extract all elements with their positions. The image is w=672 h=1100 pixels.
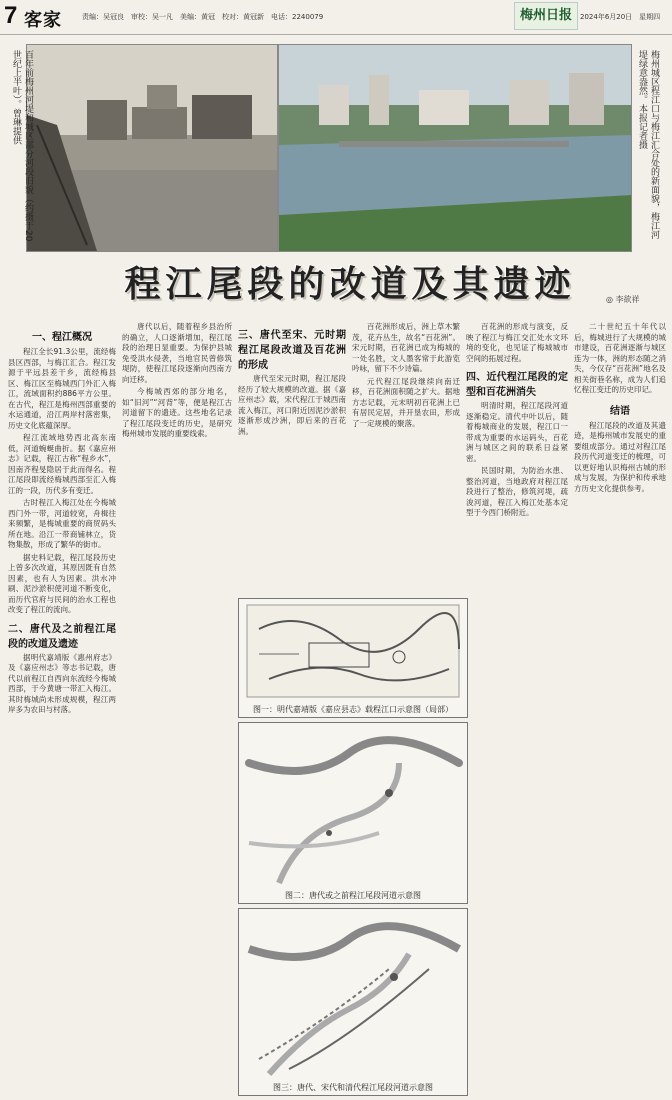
article-column-3 (238, 322, 346, 592)
article-column-6 (574, 322, 666, 1094)
paragraph: 二十世纪五十年代以后，梅城进行了大规模的城市建设，百花洲逐渐与城区连为一体，洲的形态随之消失，今仅存“百花洲”地名及相关街巷名称，成为人们追忆程江变迁的历史印记。 (574, 322, 666, 394)
paragraph: 百花洲形成后，洲上草木繁茂，花卉丛生，故名“百花洲”。宋元时期，百花洲已成为梅城的一处名胜，文人墨客常于此游览吟咏，留下不少诗篇。 (352, 322, 460, 373)
map-1-caption: 图一：明代嘉靖版《嘉应县志》载程江口示意图（局部） (253, 705, 453, 714)
paragraph: 程江全长91.3公里，流经梅县区西部，与梅江汇合。程江发源于平远县差干乡，流经梅县区、梅江区至梅城西门外汇入梅江，流域面积约886平方公里。在古代，程江是梅州西部重要的水运通道，沿江两岸村落密集，历史文化底蕴深厚。 (8, 347, 116, 430)
article-author: ◎ 李欲祥 (606, 295, 640, 304)
paragraph: 程江流域地势西北高东南低，河道蜿蜒曲折。据《嘉应州志》记载，程江古称“程乡水”，因南齐程旻隐居于此而得名。程江尾段即流经梅城西部至汇入梅江的一段，历代多有变迁。 (8, 433, 116, 495)
paragraph: 据史料记载，程江尾段历史上曾多次改道，其原因既有自然因素，也有人为因素。洪水冲刷、泥沙淤积使河道不断变化，而历代官府与民间的治水工程也改变了程江的流向。 (8, 552, 116, 614)
historic-photo (26, 44, 278, 252)
map-2-drawing (239, 723, 467, 889)
map-figure-1 (238, 598, 468, 718)
article-column-4 (352, 322, 460, 592)
subheading-3: 三、唐代至宋、元时期程江尾段改道及百花洲的形成 (238, 330, 346, 371)
staff-credits: 责编：吴冠良 审校：吴一凡 美编：黄冠 校对：黄冠新 电话：2240079 (82, 13, 324, 21)
map-figure-3 (238, 908, 468, 1096)
subheading-2: 二、唐代及之前程江尾段的改道及遗迹 (8, 623, 116, 650)
subheading-5: 结语 (610, 405, 630, 417)
modern-photo-image (279, 45, 631, 251)
article-column-1 (8, 322, 116, 1094)
subheading-4: 四、近代程江尾段的定型和百花洲消失 (466, 372, 568, 398)
paragraph: 唐代至宋元时期，程江尾段经历了较大规模的改道。据《嘉应州志》载，宋代程江于城西南流入梅江，河口附近因泥沙淤积逐渐形成沙洲，即后来的百花洲。 (238, 374, 346, 436)
paragraph: 元代程江尾段继续向南迁移，百花洲面积随之扩大。据地方志记载，元末明初百花洲上已有居民定居，并开垦农田，形成了一定规模的聚落。 (352, 376, 460, 428)
page-number: 7 (4, 2, 18, 29)
paragraph: 民国时期，为防治水患、整治河道，当地政府对程江尾段进行了整治，修筑河堤，疏浚河道，程江入梅江处基本定型于今西门桥附近。 (466, 466, 568, 517)
section-name: 客家 (24, 10, 62, 31)
article-title: 程江尾段的改道及其遗迹 (124, 263, 576, 305)
paragraph: 程江尾段的改道及其遗迹，是梅州城市发展史的重要组成部分。通过对程江尾段历代河道变迁的梳理，可以更好地认识梅州古城的形成与发展，为保护和传承地方历史文化提供参考。 (574, 420, 666, 493)
map-1-drawing (239, 599, 467, 703)
paragraph: 古时程江入梅江处在今梅城西门外一带，河道较宽，舟楫往来频繁，是梅城重要的商贸码头所在地。沿江一带商铺林立，货物集散，形成了繁华的街市。 (8, 498, 116, 549)
masthead-logo: 梅州日报 (514, 2, 578, 30)
paragraph: 百花洲的形成与演变，反映了程江与梅江交汇处水文环境的变化，也见证了梅城城市空间的拓展过程。 (466, 322, 568, 363)
paragraph: 明清时期，程江尾段河道逐渐稳定。清代中叶以后，随着梅城商业的发展，程江口一带成为重要的水运码头，百花洲与城区之间的联系日益紧密。 (466, 401, 568, 463)
map-figure-2 (238, 722, 468, 904)
map-3-drawing (239, 909, 467, 1079)
left-photo-caption: 百年前梅州河堤和城区部分河段旧貌（约摄于20世纪上半叶）。曾琳提供 (11, 50, 33, 242)
map-2-caption: 图二：唐代或之前程江尾段河道示意图 (285, 891, 421, 900)
subheading-1: 一、程江概况 (32, 332, 92, 343)
right-photo-caption: 梅州城区程江口与梅江汇合处的新面貌，梅江河堤绿意盎然。本报记者摄 (637, 50, 659, 239)
page-header (0, 0, 672, 35)
paragraph: 今梅城西郊的部分地名，如“旧河”“河背”等，便是程江古河道留下的遗迹。这些地名记录了程江尾段变迁的历史，是研究梅州城市发展的重要线索。 (122, 387, 232, 438)
map-3-caption: 图三：唐代、宋代和清代程江尾段河道示意图 (273, 1083, 433, 1092)
paragraph: 唐代以后，随着程乡县治所的确立，人口逐渐增加，程江尾段的治理日显重要。为保护县城免受洪水侵袭，当地官民曾修筑堤防，使程江尾段逐渐向西南方向迁移。 (122, 322, 232, 384)
article-column-2 (122, 322, 232, 1094)
issue-date: 2024年6月20日 星期四 (580, 13, 661, 21)
historic-photo-image (27, 45, 277, 251)
article-column-5 (466, 322, 568, 1094)
modern-photo (278, 44, 632, 252)
paragraph: 据明代嘉靖版《惠州府志》及《嘉应州志》等志书记载，唐代以前程江自西向东流经今梅城西部，于今黄塘一带汇入梅江。其时梅城尚未形成规模，程江两岸多为农田与村落。 (8, 652, 116, 714)
